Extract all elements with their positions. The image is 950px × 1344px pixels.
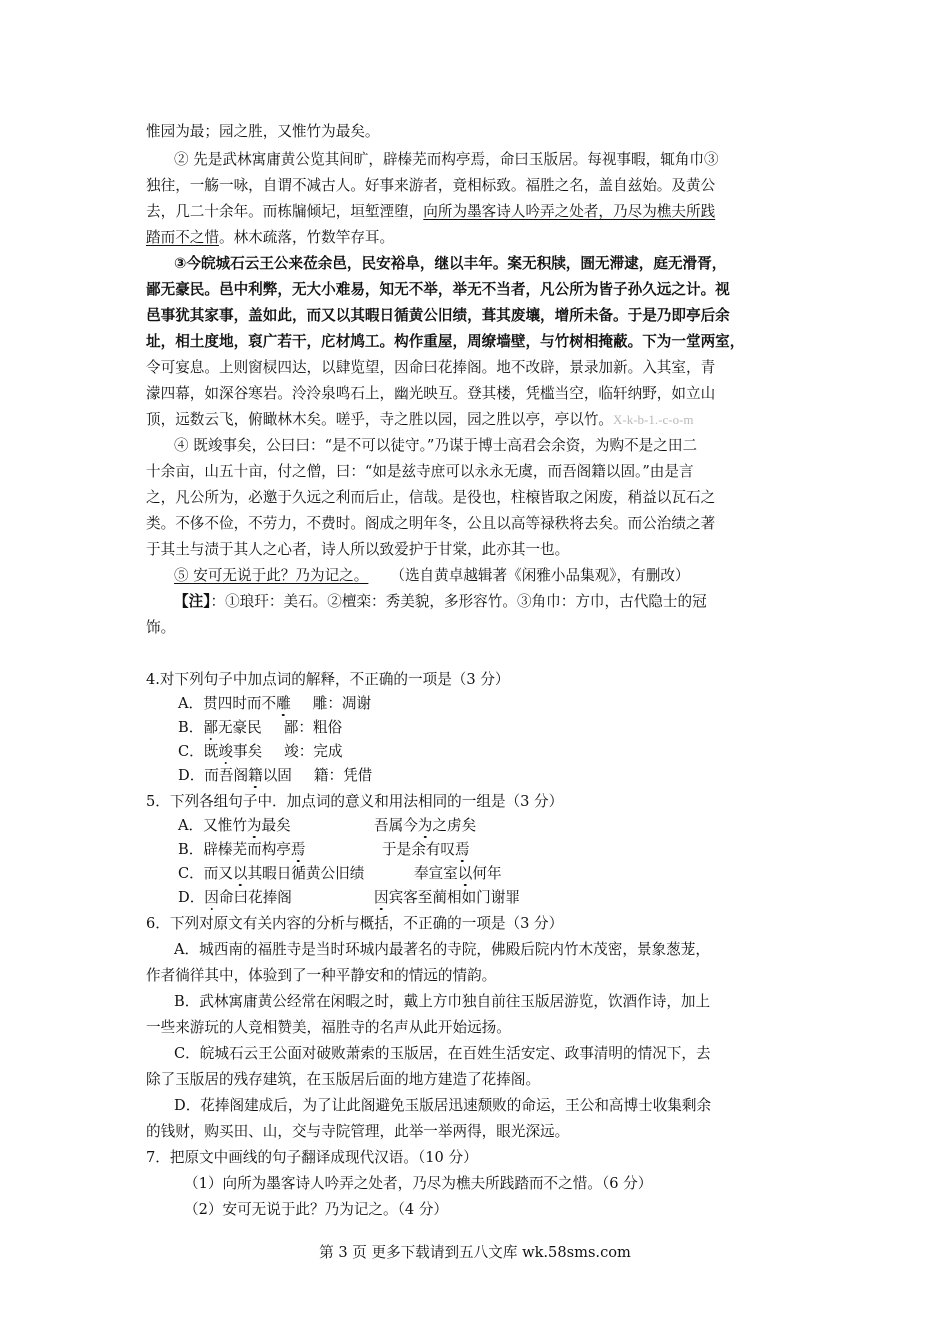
passage-line: 址，相土度地，裒广若干，庀材鸠工。构作重屋，周缭墙壁，与竹树相掩蔽。下为一堂两室，: [146, 333, 745, 350]
passage-line: [146, 226, 394, 250]
q4-option-d: D．而吾阁籍以固 籍：凭借: [178, 767, 373, 784]
passage-line: 十余亩，山五十亩，付之僧，曰：“如是兹寺庶可以永永无虞，而吾阁籍以固。”由是言: [146, 463, 694, 480]
passage-line: ④ 既竣事矣，公曰曰：“是不可以徒守。”乃谋于博士高君会余资，为购不是之田二: [174, 437, 698, 454]
underlined-sentence: ⑤ 安可无说于此？乃为记之。: [174, 567, 369, 584]
dotted-word: 为: [417, 817, 433, 834]
underlined-sentence: 向所为墨客诗人吟弄之处者，乃尽为樵夫所践: [423, 203, 716, 220]
passage-line: 鄙无豪民。邑中利弊，无大小难易，知无不举，举无不当者，凡公所为皆子孙久远之计。视: [146, 281, 730, 298]
passage-line: 濛四幕，如深谷寒岩。泠泠泉鸣石上，幽光映互。登其楼，凭槛当空，临轩纳野，如立山: [146, 385, 716, 402]
dotted-word: 焉: [290, 841, 306, 858]
dotted-word: 因: [374, 889, 389, 906]
note-line: [174, 590, 707, 614]
passage-line: 类。不侈不俭，不劳力，不费时。阁成之明年冬，公且以高等禄秩将去矣。而公治绩之著: [146, 515, 716, 532]
passage-line: 邑事犹其家事，盖如此，而又以其暇日循黄公旧绩，葺其废壤，增所未备。于是乃即亭后余: [146, 307, 730, 324]
dotted-word: 焉: [454, 841, 470, 858]
q4-option-b: B．鄙无豪民 鄙：粗俗: [178, 719, 343, 736]
passage-line: [146, 200, 715, 224]
passage-text: 顶，远数云飞，俯瞰林木矣。嗟乎，寺之胜以园，园之胜以亭，亭以竹。: [146, 411, 614, 428]
dotted-word: 为: [246, 817, 262, 834]
q6-option-d-cont: 的钱财，购买田、山，交与寺院管理，此举一举两得，眼光深远。: [146, 1123, 570, 1140]
q7-sentence-1: （1）向所为墨客诗人吟弄之处者，乃尽为樵夫所践踏而不之惜。（6 分）: [184, 1175, 653, 1192]
passage-line: 独往，一觞一咏，自谓不减古人。好事来游者，竟相标致。福胜之名，盖自兹始。及黄公: [146, 177, 716, 194]
q5-option-c: C．而又以其暇日循黄公旧绩 奉宣室以何年: [178, 865, 502, 882]
dotted-word: 竣: [218, 743, 233, 760]
question-5-stem: 5．下列各组句子中．加点词的意义和用法相同的一组是（3 分）: [146, 793, 564, 810]
dotted-word: 雕: [276, 695, 291, 712]
note-line: 饰。: [146, 619, 176, 636]
dotted-word: 以: [457, 865, 473, 882]
passage-text: 。林木疏落，竹数竿存耳。: [218, 229, 395, 246]
passage-text: 去，几二十余年。而栋牖倾圮，垣堑湮堕，: [146, 203, 424, 220]
q6-option-b-cont: 一些来游玩的人竞相赞美，福胜寺的名声从此开始远扬。: [146, 1019, 511, 1036]
underlined-sentence: 踏而不之惜: [146, 229, 219, 246]
question-6-stem: 6．下列对原文有关内容的分析与概括，不正确的一项是（3 分）: [146, 915, 564, 932]
q5-option-a: A．又惟竹为最矣 吾属今为之虏矣: [178, 817, 477, 834]
passage-line: 令可宴息。上则窗棂四达，以肆览望，因命曰花捧阁。地不改辟，景录加新。入其室，青: [146, 359, 716, 376]
passage-line: ③今皖城石云王公来莅余邑，民安裕阜，继以丰年。案无积牍，圄无滞逮，庭无滑胥，: [174, 255, 727, 272]
watermark: X-k-b-1.-c-o-m: [613, 412, 694, 427]
dotted-word: 以: [232, 865, 248, 882]
passage-line: 惟园为最；园之胜，又惟竹为最矣。: [146, 123, 380, 140]
passage-line: ② 先是武林寓庸黄公览其间旷，辟榛芜而构亭焉，命曰玉版居。每视事暇，辄角巾③: [174, 151, 719, 168]
q6-option-a: A．城西南的福胜寺是当时环城内最著名的寺院，佛殿后院内竹木茂密，景象葱茏，: [174, 941, 710, 958]
passage-line: 于其土与渍于其人之心者，诗人所以致爱护于甘棠，此亦其一也。: [146, 541, 570, 558]
q6-option-d: D．花捧阁建成后，为了让此阁避免玉版居迅速颓败的命运，王公和高博士收集剩余: [174, 1097, 712, 1114]
q5-option-b: B．辟榛芜而构亭焉 于是余有叹焉: [178, 841, 470, 858]
page-footer: 第 3 页 更多下载请到五八文库 wk.58sms.com: [319, 1244, 631, 1261]
q6-option-c: C．皖城石云王公面对破败萧索的玉版居，在百姓生活安定、政事清明的情况下，去: [174, 1045, 711, 1062]
q6-option-a-cont: 作者徜徉其中，体验到了一种平静安和的情远的情韵。: [146, 967, 497, 984]
q5-option-d: D．因命曰花捧阁 因宾客至蔺相如门谢罪: [178, 889, 520, 906]
q4-option-a: A．贯四时而不雕 雕：凋谢: [178, 695, 372, 712]
note-label: 【注】: [174, 593, 211, 610]
source-citation: （选自黄卓越辑著《闲雅小品集观》，有删改）: [390, 567, 690, 584]
passage-line: [146, 408, 694, 432]
q7-sentence-2: （2）安可无说于此？乃为记之。（4 分）: [184, 1201, 449, 1218]
passage-line: [174, 564, 690, 588]
dotted-word: 因: [204, 889, 219, 906]
question-7-stem: 7．把原文中画线的句子翻译成现代汉语。（10 分）: [146, 1149, 478, 1166]
dotted-word: 鄙: [203, 719, 218, 736]
dotted-word: 籍: [248, 767, 263, 784]
question-4-stem: 4.对下列句子中加点词的解释，不正确的一项是（3 分）: [146, 671, 510, 688]
passage-line: 之，凡公所为，必邀于久远之利而后止，信哉。是役也，柱榱皆取之闲废，稍益以瓦石之: [146, 489, 716, 506]
note-text: ：①琅玕：美石。②檀栾：秀美貌，多形容竹。③角巾：方巾，古代隐士的冠: [210, 593, 707, 610]
q6-option-c-cont: 除了玉版居的残存建筑，在玉版居后面的地方建造了花捧阁。: [146, 1071, 541, 1088]
q6-option-b: B．武林寓庸黄公经常在闲暇之时，戴上方巾独自前往玉版居游览，饮酒作诗，加上: [174, 993, 711, 1010]
q4-option-c: C．既竣事矣 竣：完成: [178, 743, 343, 760]
